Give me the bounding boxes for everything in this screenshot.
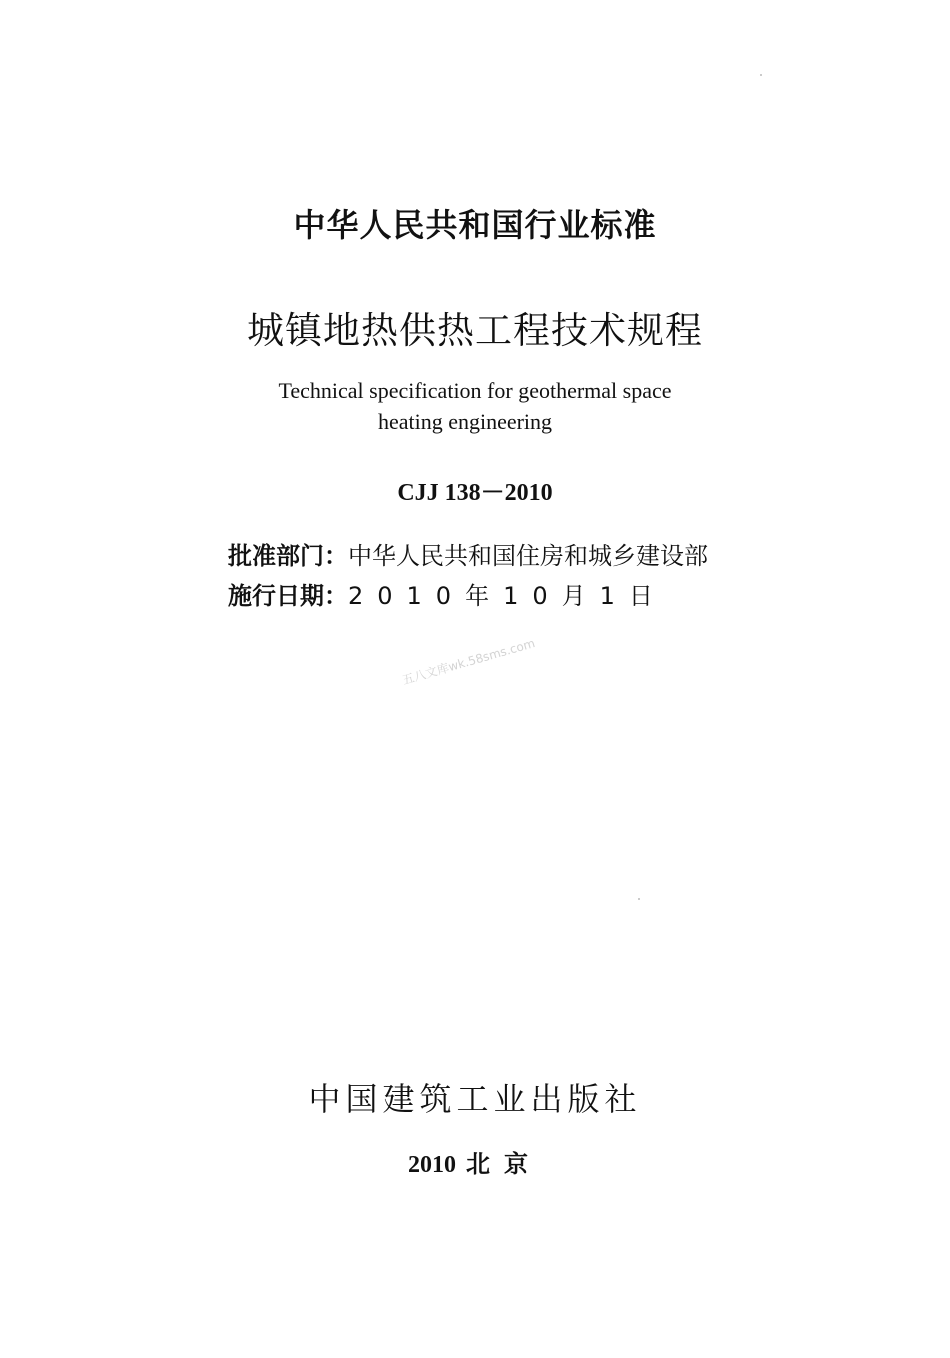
watermark: 五八文库wk.58sms.com bbox=[400, 636, 537, 688]
publication-year-place bbox=[0, 1144, 950, 1179]
title-chinese: 城镇地热供热工程技术规程 bbox=[247, 309, 703, 352]
title-english-line-1: Technical specification for geothermal space bbox=[278, 378, 672, 403]
effective-date-value: 2010年10月1日 bbox=[348, 582, 667, 610]
approval-department-row bbox=[228, 536, 708, 571]
scan-speck bbox=[638, 898, 640, 900]
standard-code: CJJ 138－2010 bbox=[397, 480, 553, 506]
title-english-line-2: heating engineering bbox=[377, 409, 553, 434]
publisher: 中国建筑工业出版社 bbox=[308, 1080, 642, 1118]
standard-category: 中华人民共和国行业标准 bbox=[293, 206, 657, 244]
approval-label: 批准部门： bbox=[228, 542, 348, 570]
publication-city: 北京 bbox=[466, 1149, 542, 1178]
effective-date-row bbox=[228, 576, 667, 611]
approval-value: 中华人民共和国住房和城乡建设部 bbox=[348, 542, 708, 570]
publication-year: 2010 bbox=[408, 1152, 456, 1178]
effective-date-label: 施行日期： bbox=[228, 582, 348, 610]
scan-speck bbox=[760, 74, 762, 76]
